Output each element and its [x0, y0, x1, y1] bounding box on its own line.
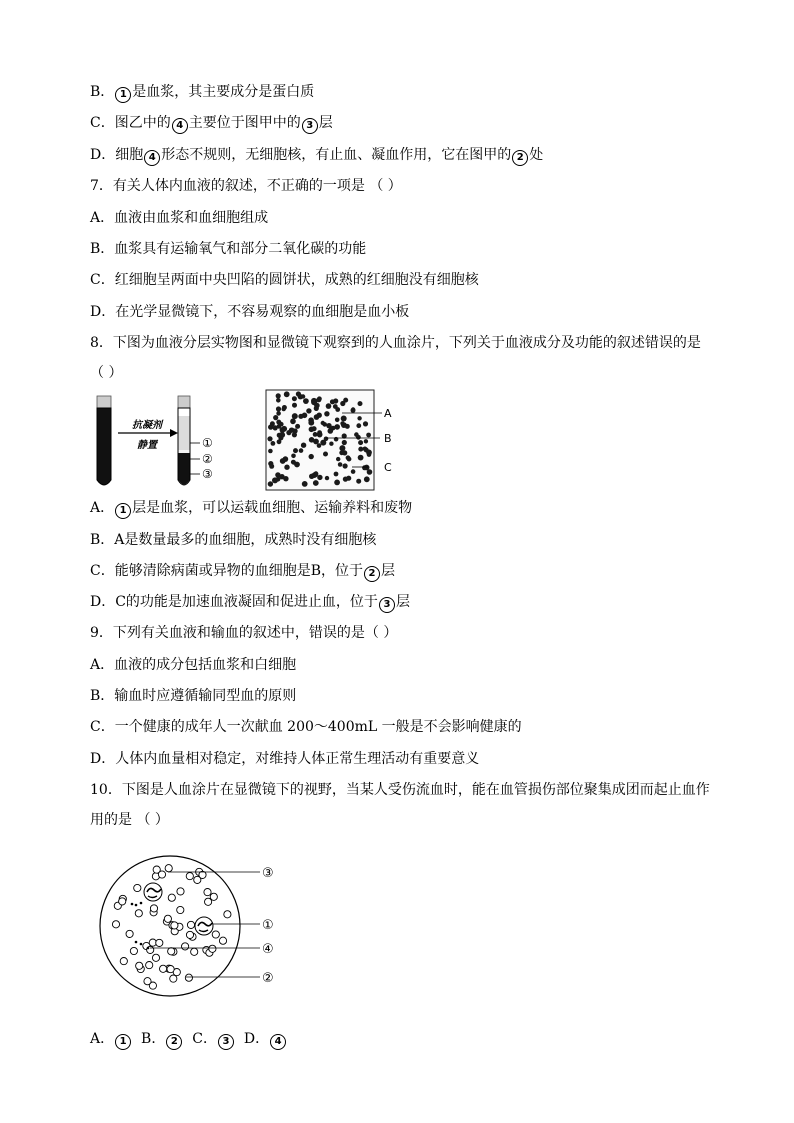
red-blood-cell [292, 403, 297, 408]
field-label-2: ② [262, 971, 274, 986]
red-blood-cell [367, 452, 372, 457]
red-blood-cell [290, 428, 294, 432]
q9-stem: 9．下列有关血液和输血的叙述中，错误的是（ ） [90, 625, 398, 641]
red-blood-cell [314, 406, 319, 411]
red-blood-cell [158, 871, 165, 878]
red-blood-cell [334, 472, 339, 477]
q8-option-b: B．A是数量最多的血细胞，成熟时没有细胞核 [90, 532, 377, 548]
red-blood-cell [267, 436, 272, 441]
cell-label-c: C [384, 461, 392, 474]
blood-layering-figure [90, 388, 410, 494]
red-blood-cell [279, 422, 284, 427]
circled-number: 2 [166, 1034, 182, 1050]
white-blood-cell [195, 917, 213, 935]
q9-option-c: C．一个健康的成年人一次献血 200～400mL 一般是不会影响健康的 [90, 719, 522, 735]
red-blood-cell [136, 962, 143, 969]
red-blood-cell [134, 884, 141, 891]
tube-stopper [97, 396, 111, 408]
red-blood-cell [358, 447, 363, 452]
red-blood-cell [351, 469, 356, 474]
red-blood-cell [317, 475, 322, 480]
q6-option-c: C．图乙中的 4 主要位于图甲中的 3 层 [90, 114, 333, 134]
layer-label-2: ② [202, 452, 213, 466]
red-blood-cell [283, 476, 288, 481]
red-blood-cell [314, 471, 319, 476]
red-blood-cell [358, 440, 363, 445]
red-blood-cell [186, 873, 193, 880]
red-blood-cell [354, 432, 359, 437]
red-blood-cell [339, 450, 344, 455]
red-blood-cell [346, 455, 351, 460]
red-blood-cell [146, 962, 153, 969]
red-blood-cell [313, 432, 318, 437]
red-blood-cell [324, 411, 329, 416]
red-blood-cell [291, 460, 296, 465]
red-blood-cell [292, 413, 298, 419]
red-blood-cell [340, 421, 344, 425]
red-blood-cell [356, 479, 361, 484]
circled-number: 4 [172, 118, 188, 134]
red-blood-cell [334, 424, 340, 430]
red-blood-cell [306, 408, 311, 413]
red-blood-cell [212, 931, 219, 938]
q8-stem: 8．下图为血液分层实物图和显微镜下观察到的人血涂片，下列关于血液成分及功能的叙述错误的是 [90, 335, 701, 351]
red-blood-cell [334, 480, 340, 486]
red-blood-cell [156, 939, 163, 946]
red-blood-cell [224, 911, 231, 918]
red-blood-cell [186, 931, 193, 938]
red-blood-cell [130, 947, 137, 954]
q7-stem: 7．有关人体内血液的叙述，不正确的一项是 （ ） [90, 178, 402, 194]
red-blood-cell [135, 910, 142, 917]
red-blood-cell [342, 440, 347, 445]
red-blood-cell [356, 423, 361, 428]
q7-option-a: A．血液由血浆和血细胞组成 [90, 210, 269, 226]
red-blood-cell [341, 416, 347, 422]
red-blood-cell [168, 894, 175, 901]
plasma-layer [179, 416, 190, 450]
red-blood-cell [326, 423, 331, 428]
red-blood-cell [363, 421, 368, 426]
arrow-label-bottom: 静置 [137, 440, 157, 451]
circled-number: 3 [302, 118, 318, 134]
red-blood-cell [335, 418, 340, 423]
red-blood-cell [366, 433, 371, 438]
red-blood-cell [269, 464, 274, 469]
red-blood-cell [293, 448, 298, 453]
red-blood-cell [298, 414, 303, 419]
red-blood-cell [338, 462, 343, 467]
red-blood-cell [281, 426, 287, 432]
red-blood-cell [343, 398, 348, 403]
white-cell-layer [179, 450, 190, 453]
red-blood-cell [276, 393, 281, 398]
red-blood-cell [330, 399, 335, 404]
q7-option-d: D．在光学显微镜下，不容易观察的血细胞是血小板 [90, 304, 410, 320]
red-blood-cell [167, 966, 174, 973]
cell-label-b: B [384, 432, 392, 445]
red-blood-cell [364, 439, 368, 443]
red-blood-cell [336, 457, 340, 461]
red-blood-cell [313, 439, 319, 445]
q9-option-d: D．人体内血量相对稳定，对维持人体正常生理活动有重要意义 [90, 751, 480, 767]
red-blood-cell [335, 407, 340, 412]
red-blood-cell [276, 411, 281, 416]
red-blood-cell [204, 889, 211, 896]
red-blood-cell [210, 893, 217, 900]
red-blood-cell [177, 906, 184, 913]
red-blood-cell [314, 414, 320, 420]
red-blood-cell [144, 978, 151, 985]
white-blood-cell [144, 883, 162, 901]
red-blood-cell [358, 401, 363, 406]
red-blood-cell [358, 455, 364, 461]
q8-stem-cont: （ ） [90, 365, 123, 381]
circled-number: 1 [115, 1034, 131, 1050]
red-blood-cell [160, 965, 167, 972]
circled-number: 3 [218, 1034, 234, 1050]
red-blood-cell [302, 481, 308, 487]
red-blood-cell [126, 930, 133, 937]
tube-stopper [178, 396, 190, 408]
circled-number: 1 [115, 87, 131, 103]
red-blood-cell [317, 432, 322, 437]
q7-option-c: C．红细胞呈两面中央凹陷的圆饼状，成熟的红细胞没有细胞核 [90, 272, 479, 288]
circled-number: 1 [115, 503, 131, 519]
red-blood-cell [308, 420, 314, 426]
red-blood-cell [339, 445, 345, 451]
red-blood-cell [187, 921, 194, 928]
q6-option-b: B． 1 是血浆，其主要成分是蛋白质 [90, 83, 314, 103]
red-blood-cell [334, 437, 339, 442]
q7-option-b: B．血浆具有运输氧气和部分二氧化碳的功能 [90, 241, 367, 257]
red-blood-cell [316, 397, 321, 402]
red-blood-cell [280, 458, 286, 464]
red-blood-cell [119, 898, 126, 905]
field-label-1: ① [262, 918, 274, 933]
red-blood-cell [152, 954, 159, 961]
q8-option-c: C．能够清除病菌或异物的血细胞是B，位于 2 层 [90, 562, 395, 582]
red-blood-cell [325, 476, 329, 480]
test-tube-whole-blood [97, 408, 111, 485]
microscope-field-figure [96, 852, 296, 998]
red-blood-cell [219, 937, 226, 944]
red-blood-cell [185, 974, 192, 981]
red-blood-cell [150, 905, 157, 912]
red-blood-cell [309, 454, 314, 459]
red-blood-cell [296, 391, 301, 396]
circled-number: 2 [364, 566, 380, 582]
red-blood-cell [120, 958, 127, 965]
red-blood-cell [165, 865, 172, 872]
red-blood-cell [323, 452, 328, 457]
red-blood-cell [364, 476, 370, 482]
red-blood-cell [271, 441, 276, 446]
red-blood-cell [268, 424, 273, 429]
red-blood-cell [209, 945, 216, 952]
field-label-3: ③ [262, 866, 274, 881]
red-blood-cell [351, 408, 356, 413]
red-blood-cell [291, 454, 296, 459]
red-blood-cell [273, 415, 278, 420]
circled-number: 2 [512, 150, 528, 166]
red-blood-cell [357, 416, 361, 420]
red-blood-cell [295, 424, 300, 429]
red-blood-cell [171, 922, 178, 929]
circled-number: 4 [144, 150, 160, 166]
red-blood-cell [268, 481, 273, 486]
red-blood-cell [112, 921, 119, 928]
red-blood-cell [277, 433, 282, 438]
circled-number: 4 [270, 1034, 286, 1050]
red-blood-cell [313, 480, 319, 486]
red-blood-cell [299, 448, 304, 453]
red-blood-cell [301, 443, 306, 448]
red-blood-cell [309, 427, 315, 433]
q8-option-a: A． 1 层是血浆，可以运载血细胞、运输养料和废物 [90, 499, 412, 519]
layer-label-1: ① [202, 436, 213, 450]
red-blood-cell [168, 948, 175, 955]
red-blood-cell [292, 396, 297, 401]
red-blood-cell [277, 439, 282, 444]
q10-stem: 10．下图是人血涂片在显微镜下的视野，当某人受伤流血时，能在血管损伤部位聚集成团而起止血作 [90, 782, 710, 798]
red-blood-cell [303, 398, 309, 404]
red-blood-cell [276, 406, 281, 411]
circled-number: 3 [379, 597, 395, 613]
q9-option-a: A．血液的成分包括血浆和白细胞 [90, 657, 297, 673]
red-blood-cell [343, 463, 348, 468]
red-blood-cell [268, 449, 273, 454]
arrow-head-icon [170, 429, 178, 437]
q6-option-d: D．细胞 4 形态不规则，无细胞核，有止血、凝血作用，它在图甲的 2 处 [90, 146, 543, 166]
red-blood-cell [321, 421, 325, 425]
red-blood-cell [182, 943, 189, 950]
field-label-4: ④ [262, 942, 274, 957]
red-blood-cell [191, 948, 198, 955]
red-blood-cell [320, 440, 326, 446]
red-blood-cell [326, 403, 332, 409]
red-blood-cell [284, 391, 290, 397]
red-blood-cell [164, 915, 171, 922]
red-blood-cell [290, 419, 295, 424]
red-blood-cell [282, 405, 287, 410]
q9-option-b: B．输血时应遵循输同型血的原则 [90, 688, 297, 704]
arrow-label-top: 抗凝剂 [132, 420, 162, 431]
red-blood-cell [276, 398, 281, 403]
q8-option-d: D．C的功能是加速血液凝固和促进止血，位于 3 层 [90, 593, 410, 613]
red-blood-cell [364, 465, 370, 471]
cell-label-a: A [384, 407, 392, 420]
red-blood-cell [177, 888, 184, 895]
red-blood-cell [284, 465, 289, 470]
red-blood-cell [329, 442, 333, 446]
red-cell-layer [179, 453, 190, 485]
red-blood-cell [311, 398, 317, 404]
red-blood-cell [301, 394, 305, 398]
q10-options: A． 1 B． 2 C． 3 D． 4 [90, 1030, 287, 1050]
red-blood-cell [170, 975, 177, 982]
red-blood-cell [363, 447, 368, 452]
q10-stem-cont: 用的是 （ ） [90, 812, 169, 828]
red-blood-cell [309, 474, 314, 479]
red-blood-cell [343, 477, 348, 482]
layer-label-3: ③ [202, 467, 213, 481]
